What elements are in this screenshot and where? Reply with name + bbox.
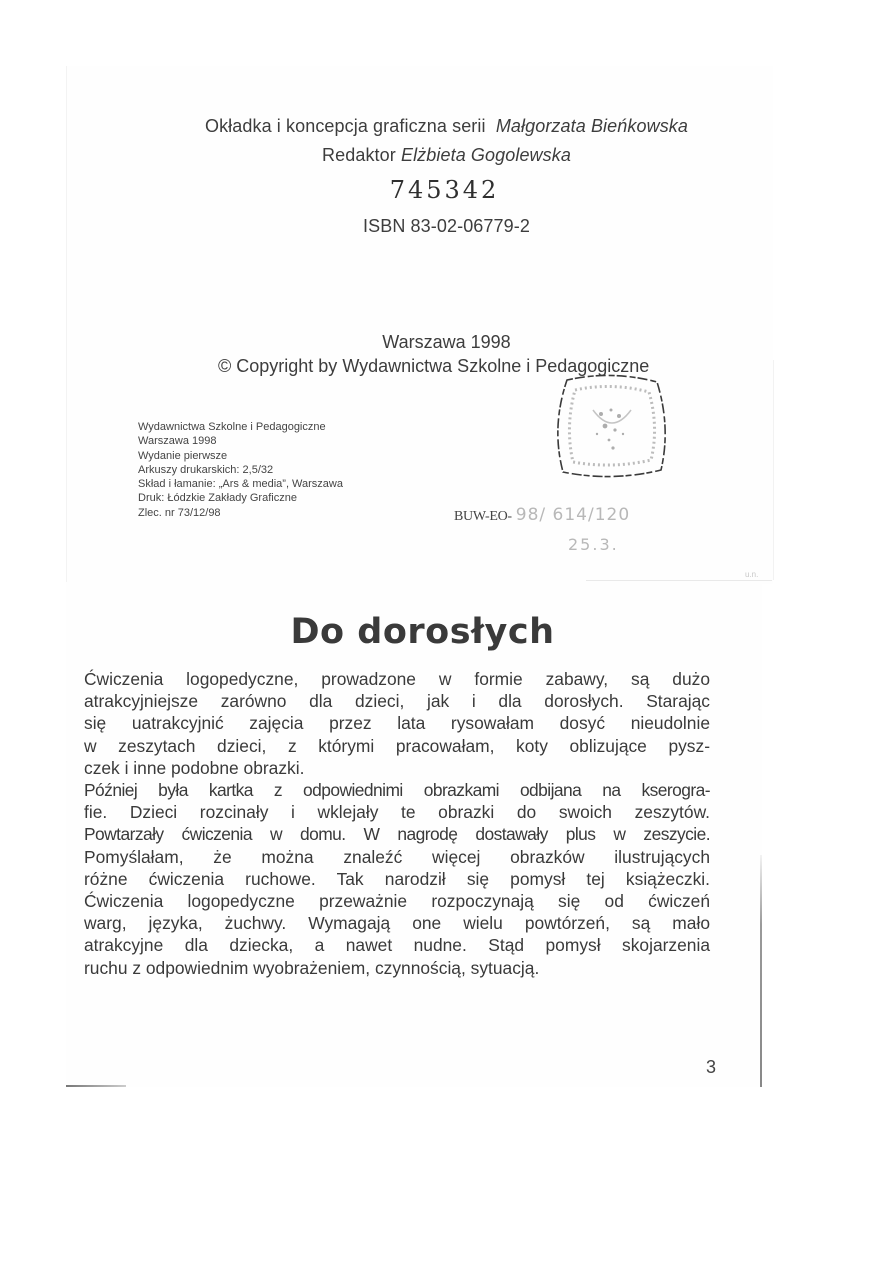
shelfmark-handwritten: 98/ 614/120 bbox=[515, 505, 631, 525]
imprint-printer: Druk: Łódzkie Zakłady Graficzne bbox=[138, 492, 297, 505]
imprint-edition: Wydanie pierwsze bbox=[138, 449, 228, 462]
scan-edge-left bbox=[66, 1085, 126, 1087]
handwritten-date: 25.3. bbox=[568, 535, 619, 554]
editor-label: Redaktor bbox=[322, 145, 396, 165]
chapter-title: Do dorosłych bbox=[290, 612, 555, 652]
editor-credit bbox=[0, 141, 893, 170]
shelfmark-prefix: BUW-EO- bbox=[454, 509, 512, 524]
imprint-sheets: Arkuszy drukarskich: 2,5/32 bbox=[138, 463, 274, 476]
body-line: atrakcyjne dla dziecka, a nawet nudne. Stąd pomysł skojarzenia bbox=[84, 935, 710, 956]
place-year: Warszawa 1998 bbox=[382, 332, 511, 352]
imprint-block bbox=[138, 420, 343, 520]
isbn: ISBN 83-02-06779-2 bbox=[363, 216, 530, 236]
cover-design-credit bbox=[0, 112, 893, 141]
scan-edge-bottom bbox=[760, 855, 762, 1087]
scan-divider bbox=[586, 580, 772, 581]
body-line: warg, języka, żuchwy. Wymagają one wielu powtórzeń, są mało bbox=[84, 913, 710, 934]
body-line: czek i inne podobne obrazki. bbox=[84, 757, 305, 778]
body-line: w zeszytach dzieci, z którymi pracowałam, koty oblizujące pysz- bbox=[84, 735, 710, 756]
imprint-order-number: Zlec. nr 73/12/98 bbox=[138, 506, 221, 519]
body-line: się uatrakcyjnić zajęcia przez lata rysowałam dosyć nieudolnie bbox=[84, 713, 710, 734]
imprint-publisher: Wydawnictwa Szkolne i Pedagogiczne bbox=[138, 421, 326, 433]
body-line: Później była kartka z odpowiednimi obrazkami odbijana na kserogra- bbox=[84, 780, 710, 801]
body-line: fie. Dzieci rozcinały i wklejały te obrazki do swoich zeszytów. bbox=[84, 802, 710, 823]
chapter-body bbox=[84, 668, 710, 979]
imprint-typesetting: Skład i łamanie: „Ars & media”, Warszawa bbox=[138, 478, 343, 491]
body-line: Powtarzały ćwiczenia w domu. W nagrodę dostawały plus w zeszycie. bbox=[84, 824, 710, 845]
body-line: ruchu z odpowiednim wyobrażeniem, czynnością, sytuacją. bbox=[84, 957, 540, 978]
shelfmark bbox=[454, 505, 630, 525]
body-line: Ćwiczenia logopedyczne, prowadzone w formie zabawy, są dużo bbox=[84, 669, 710, 689]
cover-designer-name: Małgorzata Bieńkowska bbox=[495, 116, 689, 136]
catalog-number: 745342 bbox=[389, 176, 500, 204]
body-line: różne ćwiczenia ruchowe. Tak narodził się pomysł tej książeczki. bbox=[84, 868, 710, 889]
library-stamp-icon bbox=[553, 374, 671, 480]
page-number: 3 bbox=[706, 1057, 717, 1077]
body-line: atrakcyjniejsze zarówno dla dzieci, jak i dla dorosłych. Starając bbox=[84, 691, 710, 712]
copyright-notice: © Copyright by Wydawnictwa Szkolne i Pedagogiczne bbox=[218, 356, 650, 376]
imprint-place-year: Warszawa 1998 bbox=[138, 435, 217, 448]
body-line: Pomyślałam, że można znaleźć więcej obrazków ilustrujących bbox=[84, 846, 710, 867]
scan-edge-top bbox=[773, 360, 774, 580]
body-line: Ćwiczenia logopedyczne przeważnie rozpoczynają się od ćwiczeń bbox=[84, 891, 710, 912]
credits-block bbox=[0, 112, 893, 241]
editor-name: Elżbieta Gogolewska bbox=[400, 145, 571, 165]
corner-mark: u.n. bbox=[745, 570, 759, 579]
cover-design-label: Okładka i koncepcja graficzna serii bbox=[204, 116, 486, 136]
